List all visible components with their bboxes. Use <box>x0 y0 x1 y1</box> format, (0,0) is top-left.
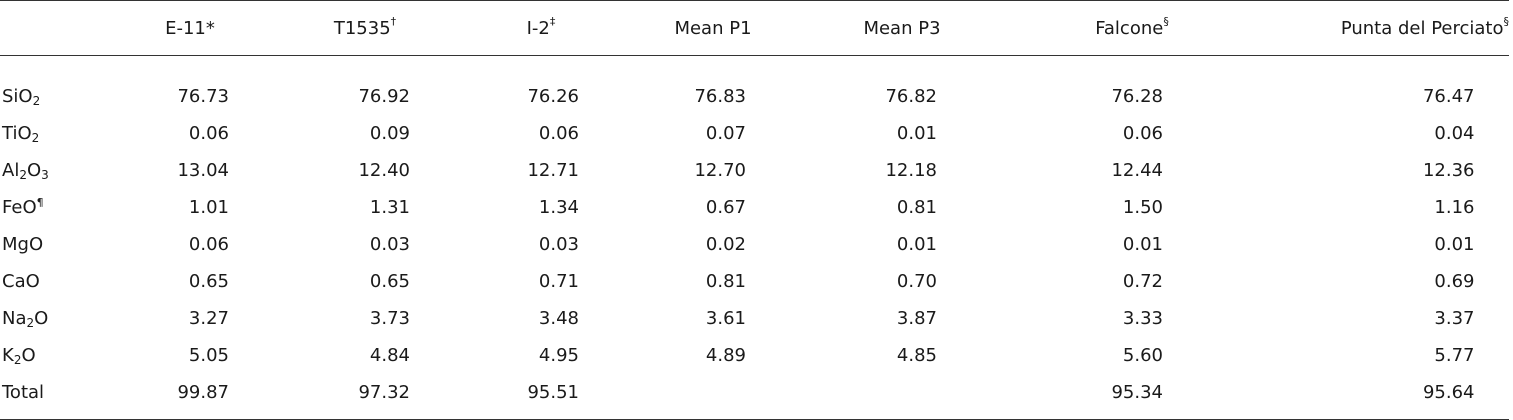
table-cell: 0.06 <box>188 234 229 255</box>
table-cell: 95.51 <box>458 374 624 420</box>
table-cell: 76.92 <box>358 86 410 107</box>
table-cell: 12.44 <box>1111 160 1163 181</box>
table-cell: 3.48 <box>538 308 579 329</box>
table-cell: 1.16 <box>1434 197 1475 218</box>
table-cell: 0.02 <box>705 234 746 255</box>
row-label: MgO <box>2 234 44 255</box>
table-cell: 1.01 <box>188 197 229 218</box>
table-cell <box>624 374 802 420</box>
table-cell: 12.36 <box>1422 160 1475 181</box>
table-cell: 13.04 <box>177 160 229 181</box>
table-cell: 0.03 <box>369 234 410 255</box>
table-cell: 95.34 <box>1002 374 1222 420</box>
column-header-falcone: Falcone§ <box>1002 1 1222 56</box>
column-header-i2: I-2‡ <box>458 1 624 56</box>
table-cell: 0.71 <box>538 271 579 292</box>
table-cell: 99.87 <box>108 374 272 420</box>
column-header-e11: E-11* <box>108 1 272 56</box>
table-cell: 76.26 <box>527 86 579 107</box>
table-cell: 0.72 <box>1122 271 1163 292</box>
table-cell: 3.33 <box>1122 308 1163 329</box>
row-label-header <box>0 1 108 56</box>
table-cell: 3.61 <box>705 308 746 329</box>
table-cell: 95.64 <box>1222 374 1509 420</box>
table-cell: 1.34 <box>538 197 579 218</box>
row-label: TiO$_2$ <box>2 123 40 145</box>
row-label: $K_2O$ <box>2 345 36 367</box>
table-row <box>0 152 1509 189</box>
table-cell: 76.47 <box>1422 86 1475 107</box>
table-row <box>0 374 1509 420</box>
table-cell: 12.70 <box>694 160 746 181</box>
table-cell: 4.84 <box>369 345 410 366</box>
table-cell: 3.27 <box>188 308 229 329</box>
table-cell: 4.85 <box>896 345 937 366</box>
table-cell: 76.82 <box>885 86 937 107</box>
table-cell: 4.89 <box>705 345 746 366</box>
table-cell: 5.60 <box>1122 345 1163 366</box>
column-header-mean-p1: Mean P1 <box>624 1 802 56</box>
table-cell: 0.81 <box>705 271 746 292</box>
table-cell: 0.06 <box>538 123 579 144</box>
row-label: $Na_2O$ <box>2 308 49 330</box>
table-cell: 0.07 <box>705 123 746 144</box>
table-row <box>0 337 1509 374</box>
table-cell: 3.73 <box>369 308 410 329</box>
table-cell: 5.05 <box>188 345 229 366</box>
table-cell: 0.01 <box>896 123 937 144</box>
table-cell: 0.81 <box>896 197 937 218</box>
table-cell: 0.67 <box>705 197 746 218</box>
table-cell: 0.06 <box>1122 123 1163 144</box>
column-header-punta-del-perciato: Punta del Perciato§ <box>1222 1 1509 56</box>
row-label: Total <box>0 374 108 420</box>
table-row <box>0 189 1509 226</box>
table-row <box>0 226 1509 263</box>
table-cell: 0.09 <box>369 123 410 144</box>
header-row <box>0 1 1509 56</box>
column-header-mean-p3: Mean P3 <box>802 1 1002 56</box>
table-cell: 0.65 <box>188 271 229 292</box>
table-cell: 0.06 <box>188 123 229 144</box>
table-cell: 0.04 <box>1434 123 1475 144</box>
row-label: SiO$_2$ <box>2 86 41 108</box>
table-cell: 0.01 <box>1122 234 1163 255</box>
table-cell: 76.73 <box>177 86 229 107</box>
table-cell: 0.70 <box>896 271 937 292</box>
table-cell: 0.03 <box>538 234 579 255</box>
row-label: CaO <box>2 271 40 292</box>
table-cell: 4.95 <box>538 345 579 366</box>
row-label: $Al_2O_3$ <box>2 160 49 182</box>
table-cell: 5.77 <box>1434 345 1475 366</box>
table-cell: 97.32 <box>272 374 458 420</box>
table-cell: 3.87 <box>896 308 937 329</box>
table-row <box>0 300 1509 337</box>
row-label: FeO¶ <box>2 196 44 218</box>
table-cell: 0.65 <box>369 271 410 292</box>
table-cell: 3.37 <box>1434 308 1475 329</box>
table-cell: 1.31 <box>369 197 410 218</box>
table-body <box>0 56 1509 420</box>
table-row <box>0 115 1509 152</box>
table-cell: 12.18 <box>885 160 937 181</box>
column-header-t1535: T1535† <box>272 1 458 56</box>
table-cell <box>802 374 1002 420</box>
table-cell: 76.28 <box>1111 86 1163 107</box>
table-cell: 1.50 <box>1122 197 1163 218</box>
table-row <box>0 56 1509 116</box>
table-row <box>0 263 1509 300</box>
table-cell: 12.40 <box>358 160 410 181</box>
table-cell: 0.01 <box>1434 234 1475 255</box>
table-cell: 0.01 <box>896 234 937 255</box>
table-cell: 12.71 <box>527 160 579 181</box>
table-cell: 76.83 <box>694 86 746 107</box>
table-cell: 0.69 <box>1434 271 1475 292</box>
